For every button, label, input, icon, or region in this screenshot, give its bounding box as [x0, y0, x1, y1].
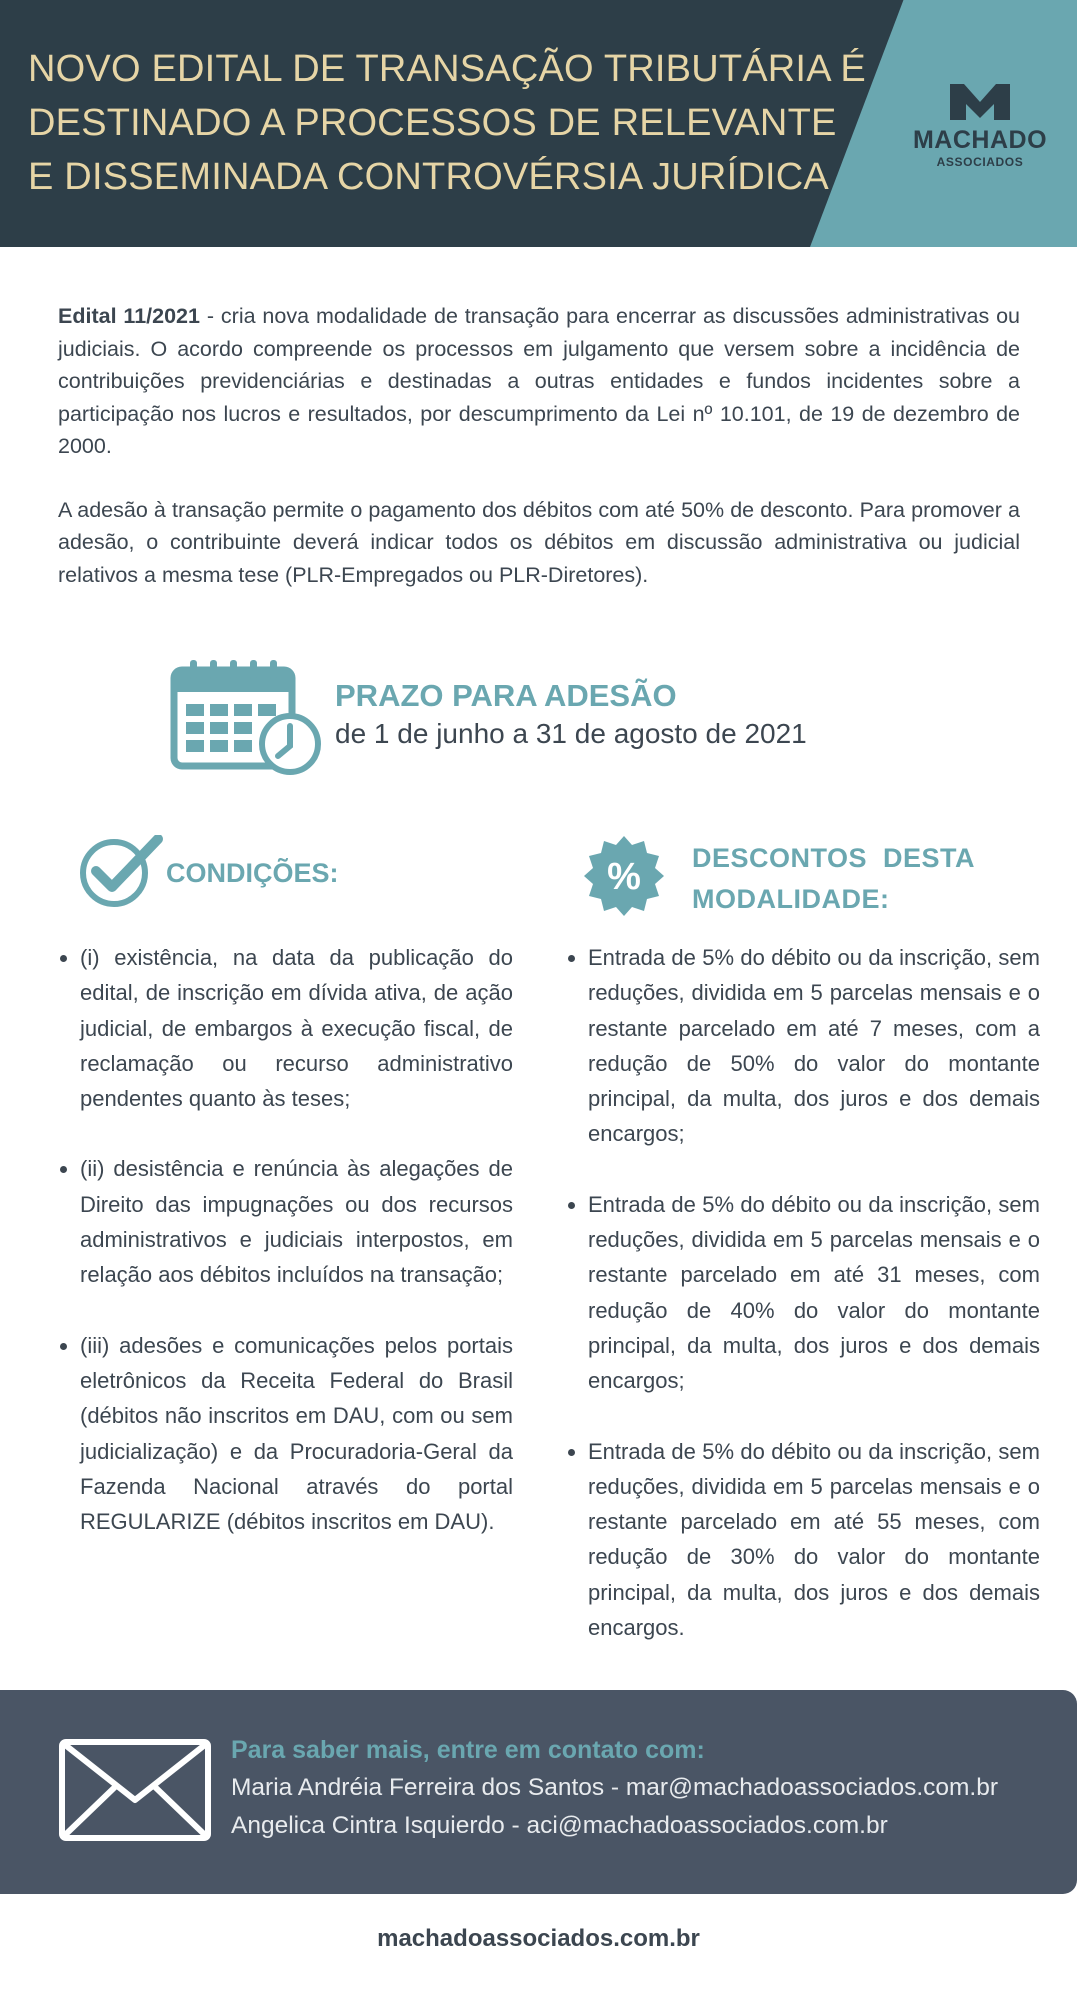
list-item: • (ii) desistência e renúncia às alegações de Direito das impugnações ou dos recursos administrativos e judiciais interpostos, em relação aos débitos incluídos na transação;: [80, 1151, 513, 1292]
checkmark-icon: [78, 835, 164, 909]
contact-section: [0, 1690, 1077, 1894]
list-item: • (iii) adesões e comunicações pelos portais eletrônicos da Receita Federal do Brasil (débitos não inscritos em DAU, com ou sem judicialização) e da Procuradoria-Geral da Fazenda Nacional através do portal REGULARIZE (débitos inscritos em DAU).: [80, 1328, 513, 1540]
intro-section: [58, 300, 1020, 622]
intro-paragraph-2: A adesão à transação permite o pagamento dos débitos com até 50% de desconto. Para promover a adesão, o contribuinte deverá indicar todos os débitos em discussão administrativa ou judicial relativos a mesma tese (PLR-Empregados ou PLR-Diretores).: [58, 497, 1020, 587]
contact-line-2: Angelica Cintra Isquierdo - aci@machadoassociados.com.br: [231, 1812, 888, 1839]
discounts-title: [692, 838, 992, 920]
list-item: • Entrada de 5% do débito ou da inscrição, sem reduções, dividida em 5 parcelas mensais e o restante parcelado em até 31 meses, com redução de 40% do valor do montante principal, da multa, dos juros e dos demais encargos;: [588, 1187, 1040, 1399]
list-item: • (i) existência, na data da publicação do edital, de inscrição em dívida ativa, de ação judicial, de embargos à execução fiscal, de reclamação ou recurso administrativo pendentes quanto às teses;: [80, 940, 513, 1116]
percent-badge-icon: [584, 836, 664, 916]
discounts-title-line-1: DESCONTOS DESTA: [692, 843, 976, 873]
header-banner: [0, 0, 1077, 247]
machado-logo-icon: [950, 82, 1010, 122]
list-item: • Entrada de 5% do débito ou da inscrição, sem reduções, dividida em 5 parcelas mensais e o restante parcelado em até 55 meses, com redução de 30% do valor do montante principal, da multa, dos juros e dos demais encargos.: [588, 1434, 1040, 1646]
discounts-list: [566, 940, 1040, 1680]
list-item: • Entrada de 5% do débito ou da inscrição, sem reduções, dividida em 5 parcelas mensais e o restante parcelado em até 7 meses, com a redução de 50% do valor do montante principal, da multa, dos juros e dos demais encargos;: [588, 940, 1040, 1152]
edital-label: Edital 11/2021: [58, 304, 200, 328]
page-title: NOVO EDITAL DE TRANSAÇÃO TRIBUTÁRIA É DESTINADO A PROCESSOS DE RELEVANTE E DISSEMINADA CONTROVÉRSIA JURÍDICA: [28, 48, 866, 198]
envelope-icon: [58, 1738, 212, 1842]
prazo-text: de 1 de junho a 31 de agosto de 2021: [335, 718, 807, 749]
calendar-clock-icon: [170, 658, 325, 778]
logo: [905, 82, 1055, 170]
logo-name: MACHADO: [912, 126, 1048, 154]
svg-text:%: %: [607, 856, 641, 898]
intro-paragraph-1: [58, 300, 1020, 463]
contact-line-1: Maria Andréia Ferreira dos Santos - mar@machadoassociados.com.br: [231, 1774, 999, 1801]
conditions-title: CONDIÇÕES:: [166, 858, 339, 888]
prazo-title: PRAZO PARA ADESÃO: [335, 678, 677, 713]
contact-title: Para saber mais, entre em contato com:: [231, 1736, 705, 1764]
footer-site-link[interactable]: machadoassociados.com.br: [377, 1925, 700, 1952]
conditions-list: [58, 940, 513, 1574]
logo-sub: ASSOCIADOS: [936, 155, 1024, 169]
discounts-title-line-2: MODALIDADE:: [692, 884, 890, 914]
intro-paragraph-1-text: - cria nova modalidade de transação para encerrar as discussões administrativas ou judiciais. O acordo compreende os processos em julgamento que versem sobre a incidência de contribuições previdenciárias e destinadas a outras entidades e fundos incidentes sobre a participação nos lucros e resultados, por descumprimento da Lei nº 10.101, de 19 de dezembro de 2000.: [58, 304, 1020, 458]
